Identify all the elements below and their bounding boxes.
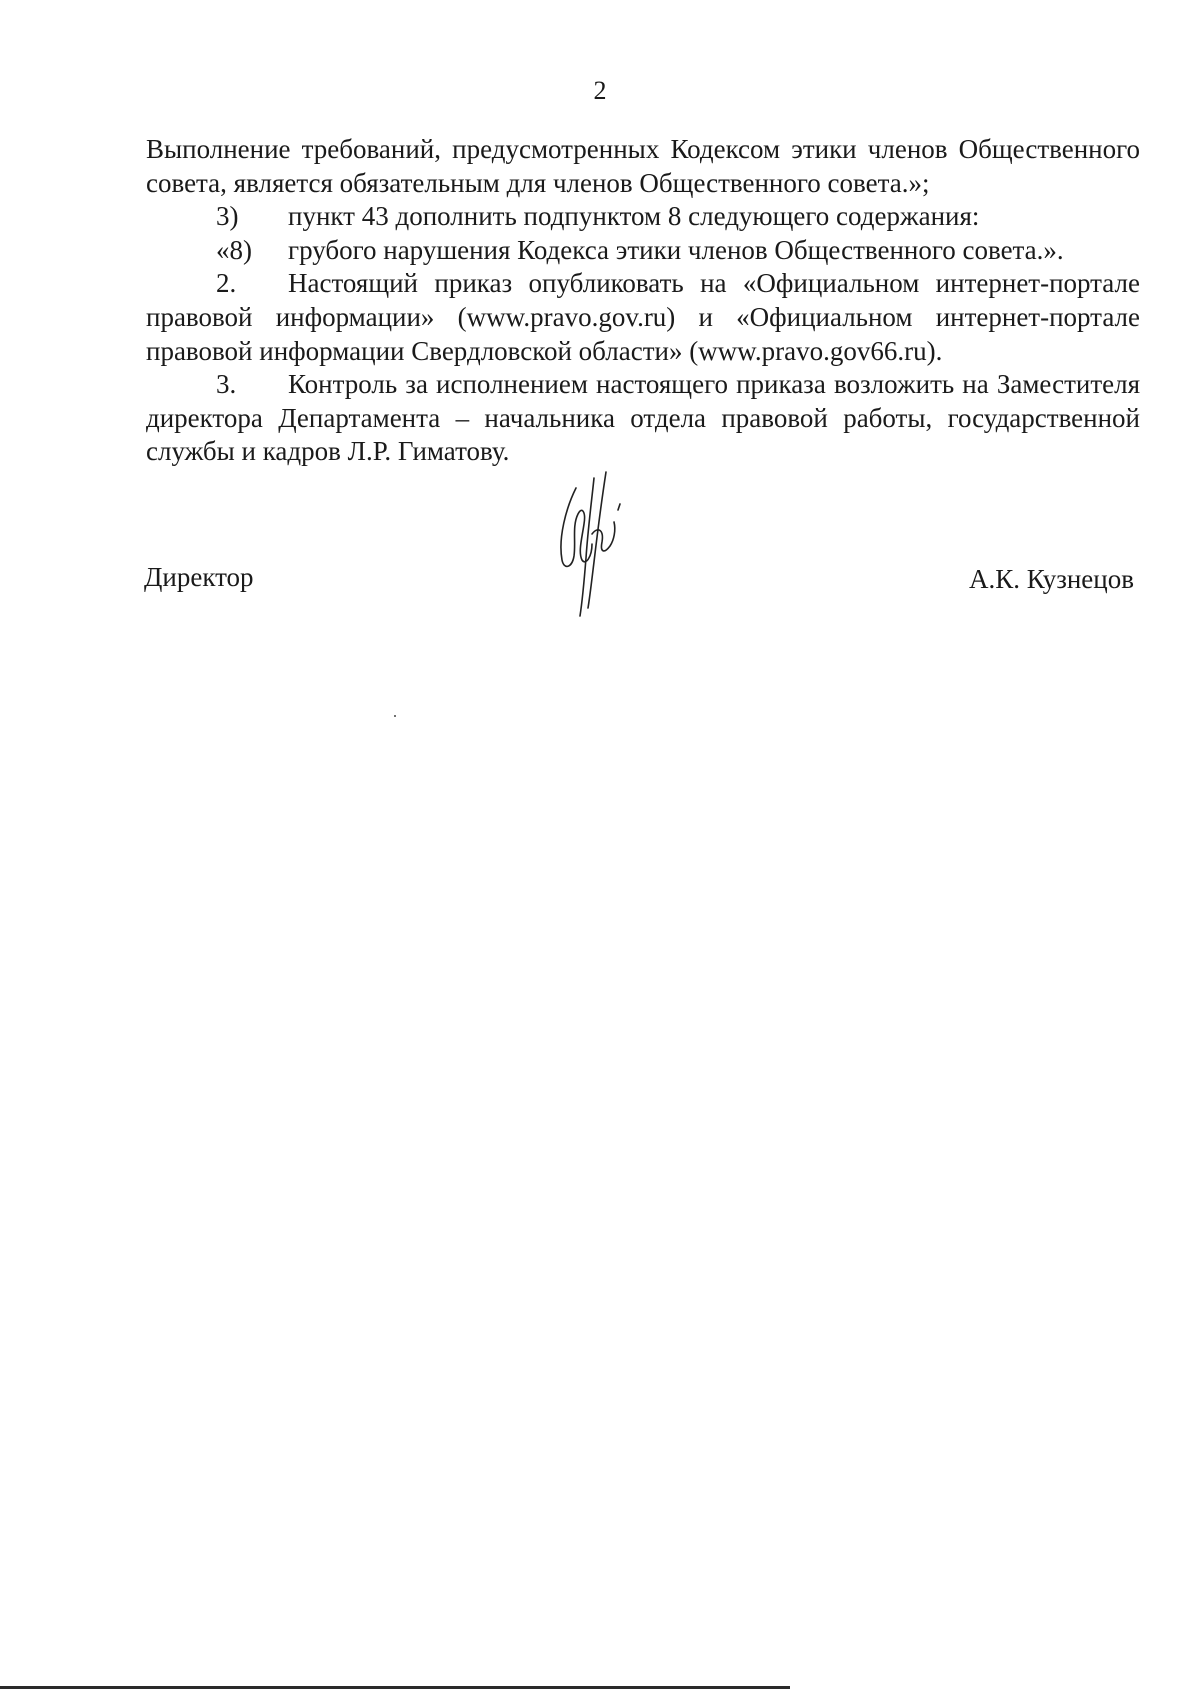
clause-3 bbox=[146, 368, 1140, 469]
list-item-number: «8) bbox=[216, 234, 252, 265]
bottom-rule bbox=[0, 1686, 790, 1689]
clause-number: 2. bbox=[216, 268, 237, 299]
list-item-8 bbox=[146, 234, 1140, 268]
list-item-text: грубого нарушения Кодекса этики членов Общественного совета.». bbox=[288, 234, 1064, 265]
signature-block bbox=[146, 560, 1140, 600]
list-item-number: 3) bbox=[216, 201, 239, 232]
signatory-name: А.К. Кузнецов bbox=[968, 564, 1134, 594]
clause-text: Настоящий приказ опубликовать на «Официальном интернет-портале правовой информации» (www.pravo.gov.ru) и «Официальном интернет-портале правовой информации Свердловской области» (www.pravo.gov66.ru). bbox=[146, 268, 1140, 366]
signatory-title: Директор bbox=[144, 562, 254, 592]
scan-speck bbox=[394, 715, 396, 717]
document-body bbox=[146, 133, 1140, 469]
list-item-3 bbox=[146, 200, 1140, 234]
clause-2 bbox=[146, 267, 1140, 368]
clause-number: 3. bbox=[216, 369, 237, 400]
list-item-text: пункт 43 дополнить подпунктом 8 следующего содержания: bbox=[288, 201, 980, 232]
paragraph-continuation: Выполнение требований, предусмотренных Кодексом этики членов Общественного совета, является обязательным для членов Общественного совета.»; bbox=[146, 134, 1140, 198]
page-number: 2 bbox=[593, 76, 607, 105]
clause-text: Контроль за исполнением настоящего приказа возложить на Заместителя директора Департамента – начальника отдела правовой работы, государственной службы и кадров Л.Р. Гиматову. bbox=[146, 369, 1140, 467]
